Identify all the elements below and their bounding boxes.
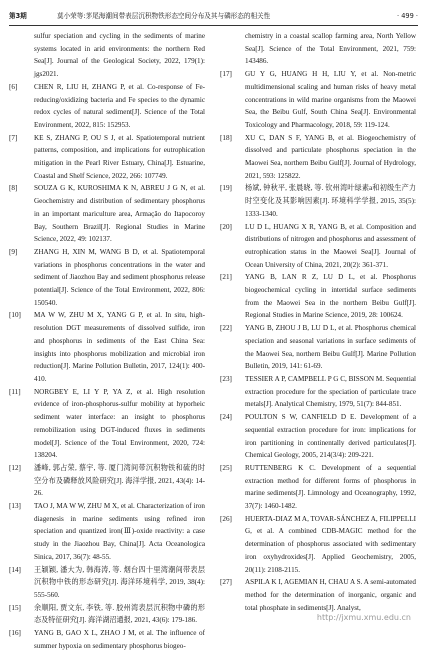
reference-text: NORGBEY E, LI Y P, YA Z, et al. High resolution evidence of iron-phosphorus-sulfur mobility at hyporheic sediment water interface: an insight to phosphorus remobilization using DGT-induced fluxes in sediments model[J]. Science of the Total Environment, 2020, 724: 138204. (34, 387, 205, 460)
reference-text: MA W W, ZHU M X, YANG G P, et al. In situ, high-resolution DGT measurements of dissolved sulfide, iron and phosphorus in sediments of the East China Sea: insights into phosphorus mobilization and microbial iron reduction[J]. Marine Pollution Bulletin, 2017, 124(1): 400-410. (34, 311, 205, 383)
reference-text: KE S, ZHANG P, OU S J, et al. Spatiotemporal nutrient patterns, composition, and implications for eutrophication mitigation in the Pearl River Estuary, China[J]. Estuarine, Coastal and Shelf Science, 2022, 266: 107749. (34, 133, 205, 180)
reference-text: YANG B, GAO X L, ZHAO J M, et al. The influence of summer hypoxia on sedimentary phosphorus biogeo- (34, 629, 205, 650)
reference-entry (9, 627, 205, 652)
reference-entry (9, 386, 205, 462)
reference-text: 杨斌, 钟秋平, 张晨晓, 等. 钦州湾叶绿素a和初级生产力时空变化及其影响因素[J]. 环境科学学报, 2015, 35(5): 1333-1340. (245, 184, 416, 218)
reference-number: [20] (220, 222, 232, 231)
running-header (9, 8, 418, 26)
reference-entry (220, 221, 416, 272)
reference-entry (220, 513, 416, 577)
reference-text: LU D L, HUANG X R, YANG B, et al. Composition and distributions of nitrogen and phosphorus and assessment of eutrophication status in the Maowei Sea[J]. Journal of Ocean University of China, 2021, 20(2): 361-371. (245, 222, 416, 269)
reference-number: [16] (9, 629, 21, 638)
reference-entry (220, 182, 416, 220)
reference-number: [12] (9, 463, 21, 472)
reference-entry (9, 602, 205, 627)
reference-text: YANG B, ZHOU J B, LU D L, et al. Phosphorus chemical speciation and seasonal variations in surface sediments of the Maowei Sea, northern Beibu Gulf[J]. Marine Pollution Bulletin, 2019, 141: 61-69. (245, 324, 416, 371)
reference-number: [7] (9, 133, 18, 142)
reference-entry (9, 462, 205, 500)
reference-text: TESSIER A P, CAMPBELL P G C, BISSON M. Sequential extraction procedure for the speciation of particulate trace metals[J]. Analytical Chemistry, 1979, 51(7): 844-851. (245, 374, 416, 409)
reference-entry (220, 411, 416, 462)
reference-entry (220, 322, 416, 373)
reference-entry (220, 373, 416, 411)
reference-text: 王颖颖, 潘大为, 韩海涛, 等. 烟台四十里湾潮间带表层沉积物中铁的形态研究[J]. 海洋环境科学, 2019, 38(4): 555-560. (34, 565, 205, 599)
reference-entry (9, 81, 205, 132)
reference-text: YANG B, LAN R Z, LU D L, et al. Phosphorus biogeochemical cycling in intertidal surface sediments from the Maowei Sea in the northern Beibu Gulf[J]. Regional Studies in Marine Science, 2019, 28: 100624. (245, 273, 416, 320)
reference-text: ZHANG H, XIN M, WANG B D, et al. Spatiotemporal variations in phosphorus concentrations in the water and sediment of Jiaozhou Bay and sediment phosphorus release potential[J]. Science of the Total Environment, 2022, 806: 150540. (34, 247, 205, 307)
reference-number: [26] (220, 514, 232, 523)
reference-entry (220, 271, 416, 322)
reference-number: [13] (9, 502, 21, 511)
reference-text: CHEN R, LIU H, ZHANG P, et al. Co-response of Fe-reducing/oxidizing bacteria and Fe species to the dynamic redox cycles of natural sediment[J]. Science of the Total Environment, 2022, 815: 152953. (34, 82, 205, 129)
reference-text: RUTTENBERG K C. Development of a sequential extraction method for different forms of phosphorus in marine sediments[J]. Limnology and Oceanography, 1992, 37(7): 1460-1482. (245, 463, 416, 511)
reference-number: [10] (9, 311, 21, 320)
reference-number: [21] (220, 273, 232, 282)
reference-number: [6] (9, 82, 18, 91)
reference-number: [8] (9, 184, 18, 193)
reference-text: 潘峰, 郭占荣, 蔡宇, 等. 厦门湾间带沉积物铁和硫的时空分布及磷释放风险研究[J]. 海洋学报, 2021, 43(4): 14-26. (34, 463, 205, 498)
page-number: · 499 · (397, 12, 418, 20)
reference-number: [15] (9, 603, 21, 612)
reference-number: [17] (220, 70, 232, 79)
reference-entry (9, 132, 205, 183)
reference-number: [25] (220, 463, 232, 472)
reference-text: TAO J, MA W W, ZHU M X, et al. Characterization of iron diagenesis in marine sediments using refined iron speciation and quantized iron(Ⅲ)-oxide reactivity: a case study in the Jiaozhou Bay, China[J]. Acta Oceanologica Sinica, 2017, 36(7): 48-55. (34, 502, 205, 561)
journal-url-watermark: http://jxmu.xmu.edu.cn (316, 613, 411, 622)
reference-number: [24] (220, 413, 232, 422)
reference-text: GU Y G, HUANG H H, LIU Y, et al. Non-metric multidimensional scaling and human risks of heavy metal concentrations in wild marine organisms from the Maowei Sea, the Beibu Gulf, South China Sea[J]. Environmental Toxicology and Pharmacology, 2018, 59: 119-124. (245, 70, 416, 129)
reference-number: [14] (9, 565, 21, 574)
reference-entry (9, 182, 205, 246)
reference-text: 余顺阳, 贾文东, 李铁, 等. 胶州湾表层沉积物中磷的形态及特征研究[J]. 海洋湖沼通报, 2021, 43(6): 179-186. (34, 603, 205, 625)
reference-text: chemistry in a coastal scallop farming area, North Yellow Sea[J]. Science of the Total Environment, 2021, 759: 143486. (245, 32, 416, 66)
reference-number: [22] (220, 324, 232, 333)
reference-number: [19] (220, 184, 232, 193)
reference-entry (9, 30, 205, 81)
reference-text: POULTON S W, CANFIELD D E. Development of a sequential extraction procedure for iron: implications for iron partitioning in continentally derived particulates[J]. Chemical Geology, 2005, 214(3/4): 209-221. (245, 413, 416, 460)
issue-number: 第3期 (9, 12, 27, 20)
reference-entry (220, 30, 416, 68)
reference-text: ASPILA K I, AGEMIAN H, CHAU A S. A semi-automated method for the determination of inorganic, organic and total phosphate in sediments[J]. Analyst, (245, 578, 416, 612)
reference-number: [11] (9, 387, 21, 396)
reference-number: [9] (9, 247, 18, 256)
running-title: 莫小荣等:茅尾海潮间带表层沉积物铁形态空间分布及其与磷形态的相关性 (57, 12, 271, 20)
reference-entry (220, 68, 416, 132)
reference-entry (9, 564, 205, 602)
reference-text: sulfur speciation and cycling in the sediments of marine systems located in arid environments: the northern Red Sea[J]. Journal of the Geological Society, 2022, 179(1): jgs2021. (34, 32, 205, 79)
reference-entry (9, 246, 205, 310)
reference-number: [23] (220, 374, 232, 383)
reference-number: [18] (220, 133, 232, 142)
reference-entry (9, 309, 205, 385)
reference-entry (220, 576, 416, 614)
reference-entry (220, 462, 416, 513)
reference-text: HUERTA-DIAZ M A, TOVAR-SÁNCHEZ A, FILIPPELLI G, et al. A combined CDB-MAGIC method for the determination of phosphorus associated with sedimentary iron oxyhydroxides[J]. Applied Geochemistry, 2005, 20(11): 2108-2115. (245, 514, 416, 574)
reference-entry (9, 500, 205, 564)
reference-text: XU C, DAN S F, YANG B, et al. Biogeochemistry of dissolved and particulate phosphorus speciation in the Maowei Sea, northern Beibu Gulf[J]. Journal of Hydrology, 2021, 593: 125822. (245, 133, 416, 180)
reference-text: SOUZA G K, KUROSHIMA K N, ABREU J G N, et al. Geochemistry and distribution of sedimentary phosphorus in an important mariculture area, Armação do Itapocoroy Bay, Southern Brazil[J]. Regional Studies in Marine Science, 2022, 49: 102137. (34, 184, 205, 244)
right-column-references (220, 30, 416, 614)
reference-entry (220, 132, 416, 183)
reference-number: [27] (220, 578, 232, 587)
left-column-references (9, 30, 205, 652)
